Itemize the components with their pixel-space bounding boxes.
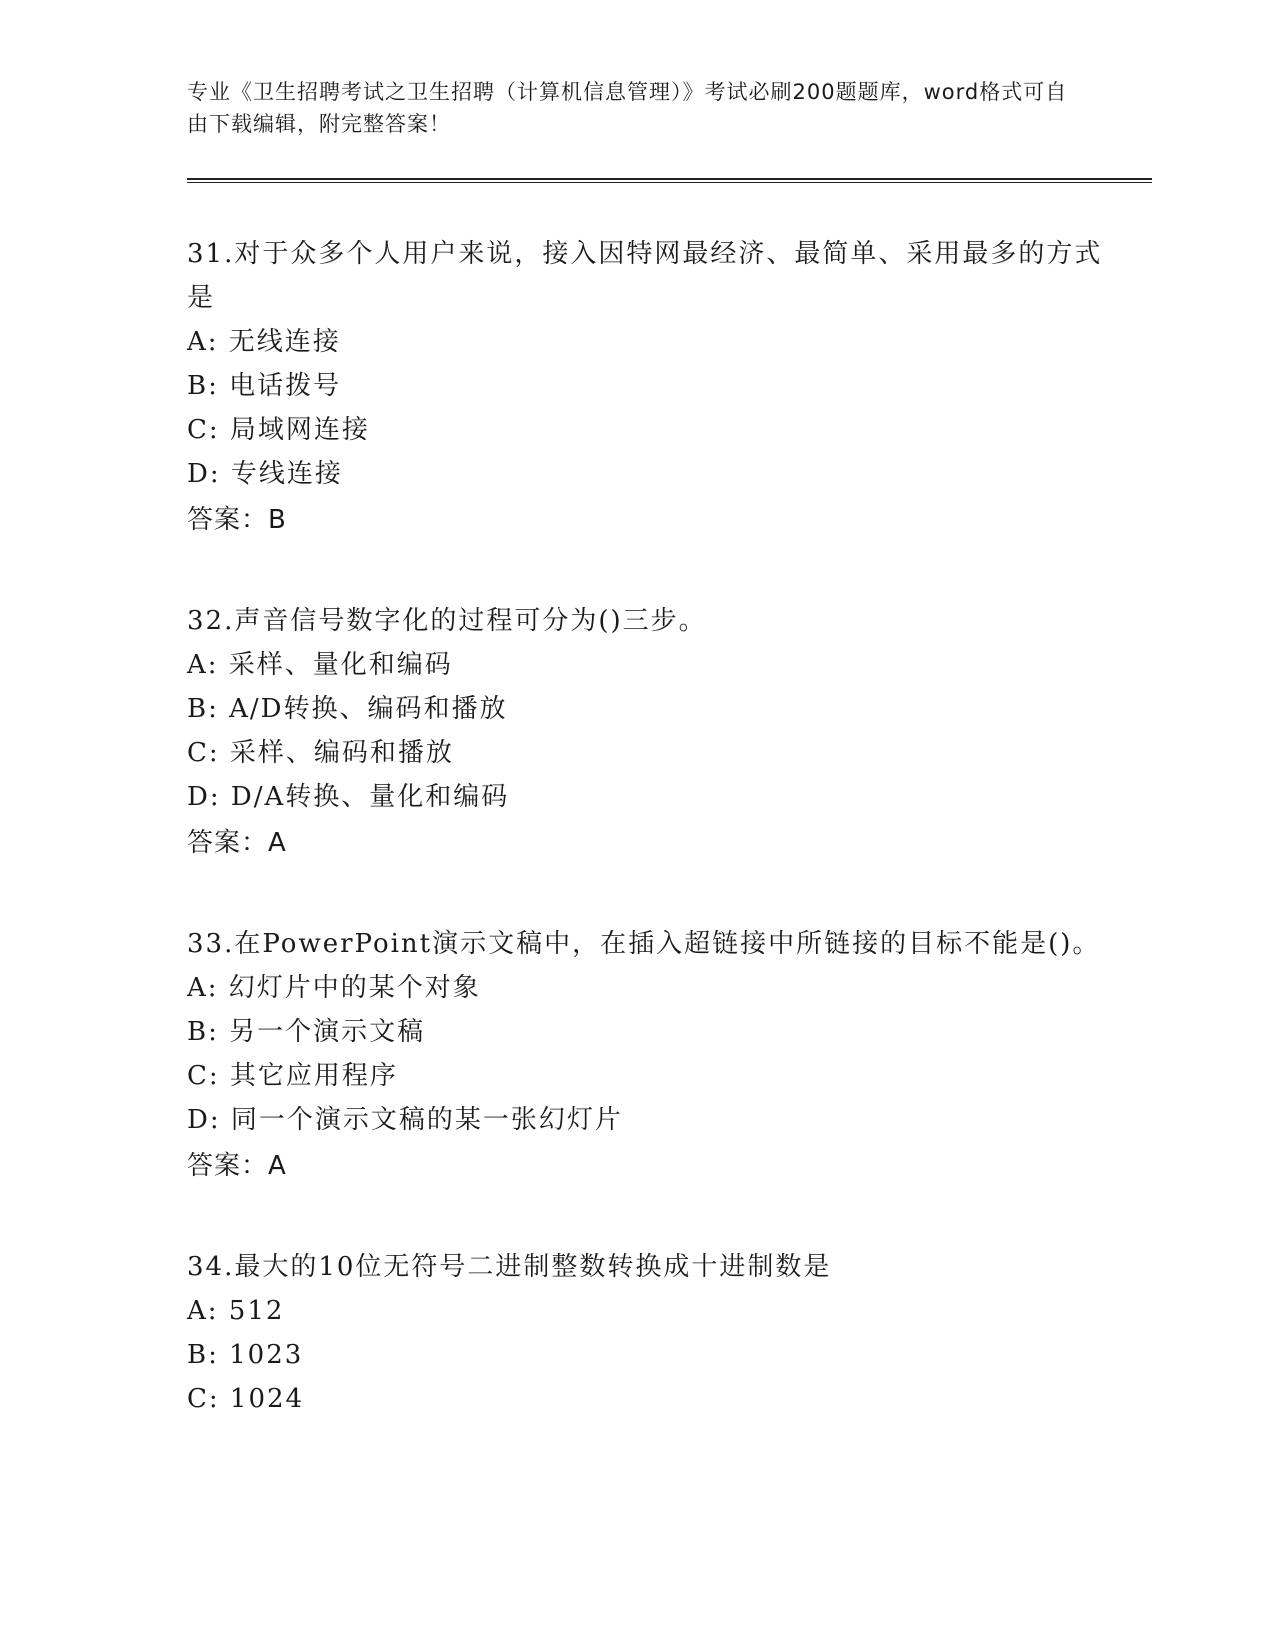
question-stem: 34.最大的10位无符号二进制整数转换成十进制数是 bbox=[187, 1252, 832, 1282]
option-b: B: 电话拨号 bbox=[187, 371, 342, 401]
question-34 bbox=[187, 1245, 1117, 1421]
question-stem: 32.声音信号数字化的过程可分为()三步。 bbox=[187, 606, 707, 636]
option-c: C: 采样、编码和播放 bbox=[187, 738, 454, 768]
option-d: D: D/A转换、量化和编码 bbox=[187, 782, 510, 812]
option-a: A: 幻灯片中的某个对象 bbox=[187, 973, 481, 1003]
answer: 答案：A bbox=[187, 828, 287, 858]
option-a: A: 无线连接 bbox=[187, 327, 341, 357]
question-stem: 33.在PowerPoint演示文稿中，在插入超链接中所链接的目标不能是()。 bbox=[187, 929, 1101, 959]
question-stem: 31.对于众多个人用户来说，接入因特网最经济、最简单、采用最多的方式是 bbox=[187, 239, 1103, 313]
option-a: A: 512 bbox=[187, 1296, 285, 1326]
option-b: B: 1023 bbox=[187, 1340, 304, 1370]
option-b: B: A/D转换、编码和播放 bbox=[187, 694, 508, 724]
question-list bbox=[187, 232, 1117, 1476]
document-header: 专业《卫生招聘考试之卫生招聘（计算机信息管理）》考试必刷200题题库，word格式可自由下载编辑，附完整答案！ bbox=[187, 80, 1068, 136]
option-a: A: 采样、量化和编码 bbox=[187, 650, 453, 680]
answer: 答案：B bbox=[187, 505, 287, 535]
header-divider bbox=[187, 178, 1152, 183]
question-31 bbox=[187, 232, 1117, 544]
option-b: B: 另一个演示文稿 bbox=[187, 1017, 426, 1047]
option-d: D: 专线连接 bbox=[187, 459, 343, 489]
option-d: D: 同一个演示文稿的某一张幻灯片 bbox=[187, 1105, 623, 1135]
answer: 答案：A bbox=[187, 1151, 287, 1181]
option-c: C: 局域网连接 bbox=[187, 415, 370, 445]
option-c: C: 1024 bbox=[187, 1384, 305, 1414]
question-33 bbox=[187, 922, 1117, 1190]
option-c: C: 其它应用程序 bbox=[187, 1061, 398, 1091]
question-32 bbox=[187, 599, 1117, 867]
